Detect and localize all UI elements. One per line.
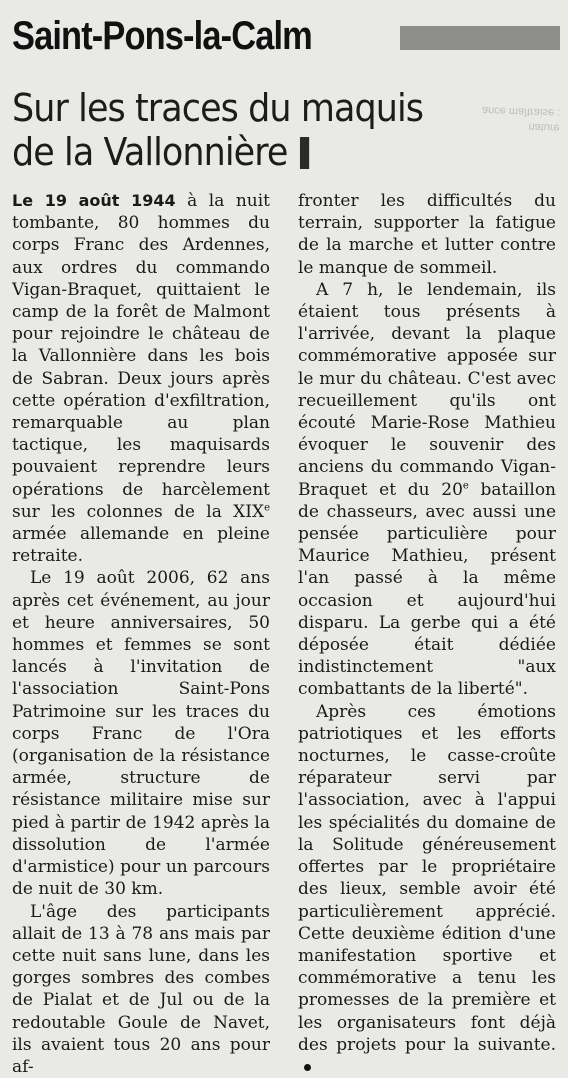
paragraph-text: A 7 h, le lendemain, ils étaient tous présents à l'arrivée, devant la plaque commémorative apposée sur le mur du château. C'est avec recueillement qu'ils ont écouté Marie-Rose Mathieu évoquer le souvenir des anciens du commando Vigan-Braquet et du 20 <box>298 280 556 500</box>
headline-line-1: Sur les traces du maquis <box>12 86 423 130</box>
paragraph-text: Après ces émotions patriotiques et les efforts nocturnes, le casse-croûte réparateur servi par l'association, avec à l'appui les spécialités du domaine de la Solitude généreusement offertes par le propriétaire des lieux, semble avoir été particulièrement apprécié. Cette deuxième édition d'une manifestation sportive et commémorative a tenu les promesses de la première et les organisateurs font déjà des projets pour la suivante. <box>298 702 556 1055</box>
roman-numeral: XIX <box>233 502 264 522</box>
paragraph-text: à la nuit tombante, 80 hommes du corps Franc des Ardennes, aux ordres du commando Vigan-Braquet, quittaient le camp de la forêt de Malmont pour rejoindre le château de la Vallonnière dans les bois de Sabran. Deux jours après cette opération d'exfiltration, remarquable au plan tactique, les maquisards pouvaient reprendre leurs opérations de harcèlement sur les colonnes de la <box>12 191 270 522</box>
article-headline <box>12 86 444 174</box>
end-of-article-mark <box>304 1064 311 1071</box>
headline-end-bar <box>300 137 309 169</box>
headline-line-2: de la Vallonnière <box>12 130 288 174</box>
header-bar <box>400 26 560 50</box>
paragraph-3: L'âge des participants allait de 13 à 78 ans mais par cette nuit sans lune, dans les gorges sombres des combes de Pialat et de Jul ou de la redoutable Goule de Navet, ils avaient tous 20 ans pour af- <box>12 901 270 1078</box>
paragraph-text: armée allemande en pleine retraite. <box>12 524 270 566</box>
lead-date: Le 19 août 1944 <box>12 191 176 210</box>
article-column-right <box>298 190 556 1078</box>
section-header <box>12 10 562 62</box>
bleed-through-line: ance maîtraise : <box>400 99 560 120</box>
superscript: e <box>264 502 270 513</box>
paragraph-2: Le 19 août 2006, 62 ans après cet événement, au jour et heure anniversaires, 50 hommes et femmes se sont lancés à l'invitation de l'association Saint-Pons Patrimoine sur les traces du corps Franc de l'Ora (organisation de la résistance armée, structure de résistance militaire mise sur pied à partir de 1942 après la dissolution de l'armée d'armistice) pour un parcours de nuit de 30 km. <box>12 567 270 900</box>
place-name: Saint-Pons-la-Calm <box>12 14 312 58</box>
paragraph-5 <box>298 701 556 1078</box>
bleed-through-line: nature <box>400 114 560 135</box>
superscript: e <box>463 480 469 491</box>
article-column-left <box>12 190 270 1078</box>
paragraph-4 <box>298 279 556 701</box>
paragraph-3-continued: fronter les difficultés du terrain, supporter la fatigue de la marche et lutter contre le manque de sommeil. <box>298 190 556 279</box>
paragraph-1 <box>12 190 270 567</box>
paragraph-text: bataillon de chasseurs, avec aussi une pensée particulière pour Maurice Mathieu, présent l'an passé à la même occasion et aujourd'hui disparu. La gerbe qui a été déposée était dédiée indistinctement "aux combattants de la liberté". <box>298 480 556 700</box>
